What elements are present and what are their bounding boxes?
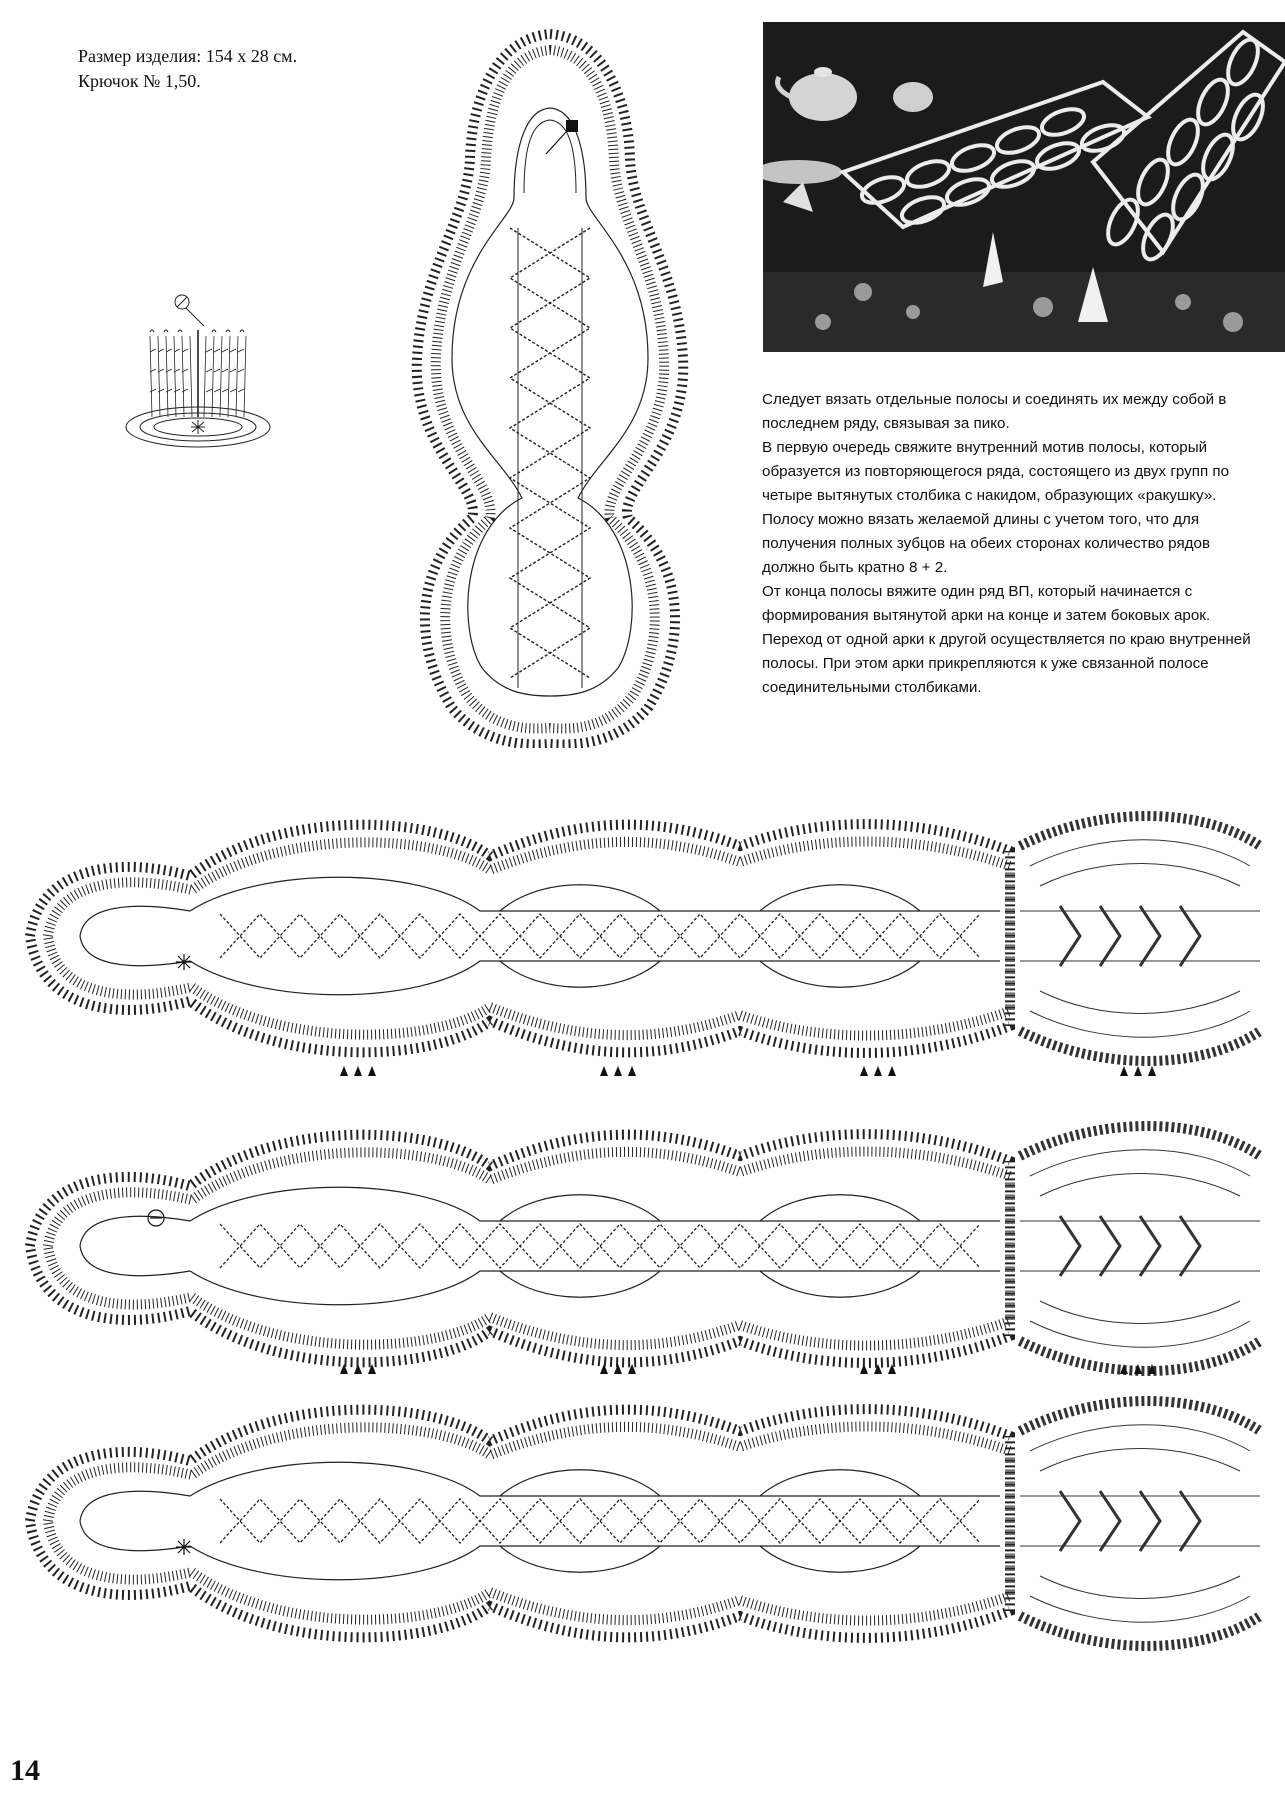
- shell-stitch-diagram: [120, 292, 280, 452]
- instruction-paragraph-1: Следует вязать отдельные полосы и соединять их между собой в последнем ряду, связывая за пико.: [762, 391, 1227, 432]
- strip-assembly-chart: [20, 806, 1285, 1766]
- instructions: [762, 388, 1262, 700]
- vertical-chart: [398, 28, 703, 748]
- page-number: 14: [10, 1754, 40, 1787]
- size-info: [78, 44, 297, 94]
- product-size: Размер изделия: 154 х 28 см.: [78, 46, 298, 66]
- lace-runner-photo: [763, 22, 1285, 352]
- hook-size: Крючок № 1,50.: [78, 71, 201, 91]
- instruction-paragraph-3: От конца полосы вяжите один ряд ВП, который начинается с формирования вытянутой арки на конце и затем боковых арок. Переход от одной арки к другой осуществляется по краю внутренней полосы. При этом арки прикрепляются к уже связанной полосе соединительными столбиками.: [762, 583, 1251, 696]
- instruction-paragraph-2: В первую очередь свяжите внутренний мотив полосы, который образуется из повторяющегося ряда, состоящего из двух групп по четыре вытянутых столбика с накидом, образующих «ракушку». Полосу можно вязать желаемой длины с учетом того, что для получения полных зубцов на обеих сторонах количество рядов должно быть кратно 8 + 2.: [762, 439, 1230, 576]
